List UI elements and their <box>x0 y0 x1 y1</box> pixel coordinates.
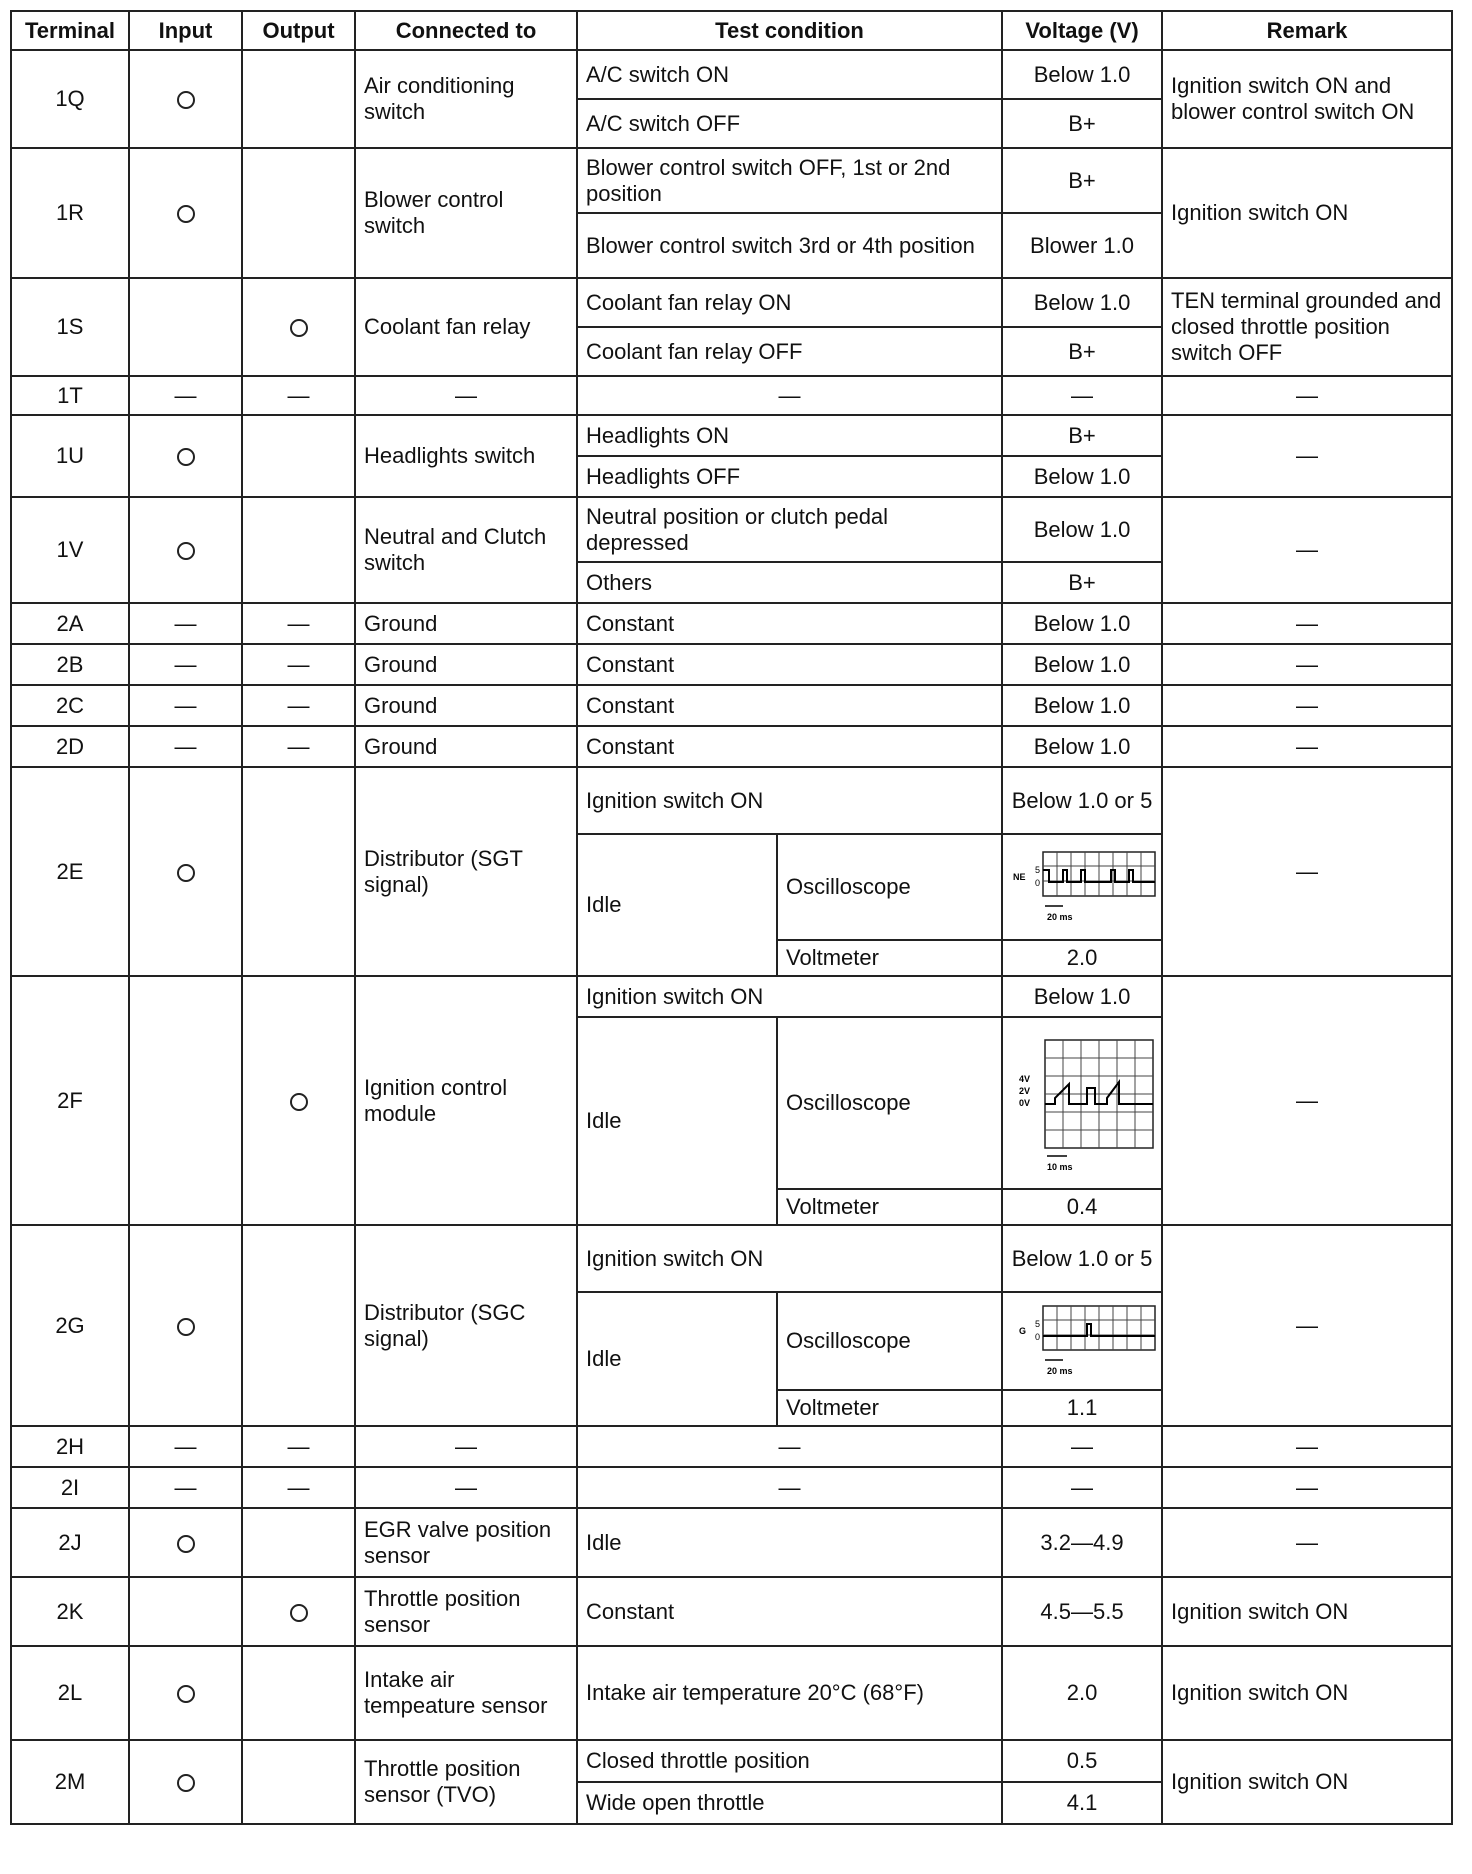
header-terminal: Terminal <box>11 11 129 50</box>
condition-voltmeter: Voltmeter <box>777 940 1002 976</box>
condition-voltmeter: Voltmeter <box>777 1189 1002 1225</box>
condition-cell: Ignition switch ON <box>577 1225 1002 1292</box>
wave-0v-label: 0V <box>1019 1098 1031 1108</box>
terminal-cell: 1Q <box>11 50 129 148</box>
input-dash: — <box>129 726 242 767</box>
terminal-cell: 2G <box>11 1225 129 1426</box>
voltage-cell: 0.5 <box>1002 1740 1162 1782</box>
remark-dash: — <box>1162 376 1452 415</box>
terminal-cell: 2D <box>11 726 129 767</box>
condition-cell: Idle <box>577 1508 1002 1577</box>
table-row <box>11 278 1452 327</box>
output-cell <box>242 415 355 497</box>
remark-cell: Ignition switch ON <box>1162 148 1452 278</box>
terminal-cell: 1U <box>11 415 129 497</box>
table-row <box>11 767 1452 834</box>
input-cell <box>129 976 242 1225</box>
voltage-cell: 0.4 <box>1002 1189 1162 1225</box>
table-row <box>11 603 1452 644</box>
circle-mark-icon <box>177 205 195 223</box>
circle-mark-icon <box>177 1318 195 1336</box>
ignition-waveform-graphic <box>1011 1028 1161 1178</box>
sgt-waveform-graphic <box>1011 842 1161 932</box>
terminal-cell: 2L <box>11 1646 129 1740</box>
output-cell <box>242 1508 355 1577</box>
condition-cell: Constant <box>577 603 1002 644</box>
remark-dash: — <box>1162 603 1452 644</box>
terminal-cell: 1V <box>11 497 129 603</box>
input-mark <box>129 1225 242 1426</box>
voltage-cell: 4.5—5.5 <box>1002 1577 1162 1646</box>
output-mark <box>242 278 355 376</box>
terminal-cell: 2I <box>11 1467 129 1508</box>
remark-dash: — <box>1162 644 1452 685</box>
condition-cell: Headlights OFF <box>577 456 1002 497</box>
terminal-cell: 2F <box>11 976 129 1225</box>
voltage-cell: Below 1.0 <box>1002 685 1162 726</box>
input-mark <box>129 497 242 603</box>
remark-dash: — <box>1162 1225 1452 1426</box>
terminal-cell: 1S <box>11 278 129 376</box>
output-dash: — <box>242 603 355 644</box>
voltage-dash: — <box>1002 1426 1162 1467</box>
voltage-cell: Below 1.0 or 5 <box>1002 767 1162 834</box>
waveform-cell <box>1002 834 1162 940</box>
condition-cell: Closed throttle position <box>577 1740 1002 1782</box>
header-connected-to: Connected to <box>355 11 577 50</box>
condition-cell: Others <box>577 562 1002 603</box>
input-cell <box>129 278 242 376</box>
condition-dash: — <box>577 376 1002 415</box>
input-dash: — <box>129 685 242 726</box>
condition-dash: — <box>577 1467 1002 1508</box>
table-row <box>11 1740 1452 1782</box>
condition-dash: — <box>577 1426 1002 1467</box>
connected-cell: Coolant fan relay <box>355 278 577 376</box>
table-row <box>11 376 1452 415</box>
wiring-terminal-table <box>10 10 1453 1825</box>
table-row <box>11 1467 1452 1508</box>
output-dash: — <box>242 1426 355 1467</box>
header-remark: Remark <box>1162 11 1452 50</box>
wave-time-label: 20 ms <box>1047 912 1073 922</box>
connected-dash: — <box>355 376 577 415</box>
terminal-voltage-table <box>10 10 1453 1825</box>
condition-voltmeter: Voltmeter <box>777 1390 1002 1426</box>
table-row <box>11 1508 1452 1577</box>
connected-cell: Throttle position sensor (TVO) <box>355 1740 577 1824</box>
condition-cell: Coolant fan relay OFF <box>577 327 1002 376</box>
condition-cell: A/C switch ON <box>577 50 1002 99</box>
remark-dash: — <box>1162 1467 1452 1508</box>
output-mark <box>242 976 355 1225</box>
connected-cell: Ignition control module <box>355 976 577 1225</box>
connected-cell: Distributor (SGC signal) <box>355 1225 577 1426</box>
remark-dash: — <box>1162 726 1452 767</box>
connected-cell: Ground <box>355 644 577 685</box>
condition-cell: Intake air temperature 20°C (68°F) <box>577 1646 1002 1740</box>
voltage-cell: Below 1.0 <box>1002 497 1162 562</box>
condition-idle: Idle <box>577 1017 777 1225</box>
voltage-cell: Below 1.0 <box>1002 50 1162 99</box>
circle-mark-icon <box>290 1093 308 1111</box>
connected-dash: — <box>355 1467 577 1508</box>
terminal-cell: 2A <box>11 603 129 644</box>
output-cell <box>242 497 355 603</box>
circle-mark-icon <box>177 448 195 466</box>
condition-cell: Constant <box>577 644 1002 685</box>
voltage-cell: 1.1 <box>1002 1390 1162 1426</box>
condition-cell: Ignition switch ON <box>577 767 1002 834</box>
circle-mark-icon <box>177 1774 195 1792</box>
header-output: Output <box>242 11 355 50</box>
connected-cell: Blower control switch <box>355 148 577 278</box>
output-dash: — <box>242 726 355 767</box>
voltage-cell: B+ <box>1002 562 1162 603</box>
circle-mark-icon <box>177 864 195 882</box>
voltage-cell: 2.0 <box>1002 940 1162 976</box>
input-mark <box>129 50 242 148</box>
table-row <box>11 148 1452 213</box>
output-cell <box>242 1646 355 1740</box>
remark-dash: — <box>1162 415 1452 497</box>
connected-cell: Throttle position sensor <box>355 1577 577 1646</box>
header-test-condition: Test condition <box>577 11 1002 50</box>
output-dash: — <box>242 376 355 415</box>
connected-cell: Distributor (SGT signal) <box>355 767 577 976</box>
table-row <box>11 415 1452 456</box>
table-row <box>11 644 1452 685</box>
connected-cell: Ground <box>355 603 577 644</box>
remark-cell: TEN terminal grounded and closed throttle position switch OFF <box>1162 278 1452 376</box>
condition-oscilloscope: Oscilloscope <box>777 834 1002 940</box>
voltage-cell: 3.2—4.9 <box>1002 1508 1162 1577</box>
remark-cell: Ignition switch ON <box>1162 1646 1452 1740</box>
remark-dash: — <box>1162 685 1452 726</box>
condition-cell: Blower control switch 3rd or 4th position <box>577 213 1002 278</box>
connected-cell: Neutral and Clutch switch <box>355 497 577 603</box>
condition-cell: Wide open throttle <box>577 1782 1002 1824</box>
wave-label: G <box>1019 1326 1027 1336</box>
voltage-cell: Blower 1.0 <box>1002 213 1162 278</box>
terminal-cell: 2J <box>11 1508 129 1577</box>
terminal-cell: 2C <box>11 685 129 726</box>
connected-cell: Intake air tempeature sensor <box>355 1646 577 1740</box>
connected-cell: Ground <box>355 726 577 767</box>
table-row <box>11 50 1452 99</box>
wave-label: NE <box>1013 872 1026 882</box>
remark-dash: — <box>1162 1426 1452 1467</box>
remark-dash: — <box>1162 1508 1452 1577</box>
condition-cell: Constant <box>577 726 1002 767</box>
connected-cell: Ground <box>355 685 577 726</box>
condition-cell: Coolant fan relay ON <box>577 278 1002 327</box>
circle-mark-icon <box>177 1685 195 1703</box>
condition-idle: Idle <box>577 1292 777 1426</box>
voltage-cell: Below 1.0 <box>1002 456 1162 497</box>
output-dash: — <box>242 1467 355 1508</box>
condition-cell: Blower control switch OFF, 1st or 2nd position <box>577 148 1002 213</box>
remark-cell: Ignition switch ON and blower control switch ON <box>1162 50 1452 148</box>
table-row <box>11 1577 1452 1646</box>
table-row <box>11 1426 1452 1467</box>
condition-idle: Idle <box>577 834 777 976</box>
table-row <box>11 685 1452 726</box>
output-dash: — <box>242 644 355 685</box>
table-row <box>11 1646 1452 1740</box>
header-voltage: Voltage (V) <box>1002 11 1162 50</box>
connected-cell: Headlights switch <box>355 415 577 497</box>
condition-oscilloscope: Oscilloscope <box>777 1292 1002 1390</box>
wave-time-label: 20 ms <box>1047 1366 1073 1376</box>
voltage-cell: B+ <box>1002 415 1162 456</box>
output-cell <box>242 1225 355 1426</box>
output-cell <box>242 50 355 148</box>
voltage-dash: — <box>1002 1467 1162 1508</box>
table-row <box>11 497 1452 562</box>
output-cell <box>242 148 355 278</box>
header-row <box>11 11 1452 50</box>
remark-cell: Ignition switch ON <box>1162 1577 1452 1646</box>
voltage-cell: Below 1.0 <box>1002 976 1162 1017</box>
voltage-cell: Below 1.0 <box>1002 603 1162 644</box>
output-dash: — <box>242 685 355 726</box>
condition-cell: Constant <box>577 1577 1002 1646</box>
terminal-cell: 1T <box>11 376 129 415</box>
terminal-cell: 1R <box>11 148 129 278</box>
circle-mark-icon <box>177 542 195 560</box>
output-cell <box>242 767 355 976</box>
input-dash: — <box>129 603 242 644</box>
remark-dash: — <box>1162 497 1452 603</box>
wave-hi-label: 5 <box>1035 865 1041 875</box>
condition-cell: A/C switch OFF <box>577 99 1002 148</box>
waveform-cell <box>1002 1017 1162 1189</box>
voltage-cell: 2.0 <box>1002 1646 1162 1740</box>
wave-2v-label: 2V <box>1019 1086 1031 1096</box>
remark-cell: Ignition switch ON <box>1162 1740 1452 1824</box>
voltage-cell: 4.1 <box>1002 1782 1162 1824</box>
connected-cell: EGR valve position sensor <box>355 1508 577 1577</box>
circle-mark-icon <box>290 319 308 337</box>
input-mark <box>129 1740 242 1824</box>
voltage-cell: B+ <box>1002 148 1162 213</box>
header-input: Input <box>129 11 242 50</box>
circle-mark-icon <box>177 91 195 109</box>
condition-cell: Ignition switch ON <box>577 976 1002 1017</box>
waveform-cell <box>1002 1292 1162 1390</box>
remark-dash: — <box>1162 767 1452 976</box>
voltage-cell: B+ <box>1002 327 1162 376</box>
terminal-cell: 2M <box>11 1740 129 1824</box>
voltage-dash: — <box>1002 376 1162 415</box>
wave-time-label: 10 ms <box>1047 1162 1073 1172</box>
input-mark <box>129 767 242 976</box>
terminal-cell: 2E <box>11 767 129 976</box>
voltage-cell: Below 1.0 <box>1002 726 1162 767</box>
input-mark <box>129 415 242 497</box>
input-dash: — <box>129 1467 242 1508</box>
voltage-cell: B+ <box>1002 99 1162 148</box>
sgc-waveform-graphic <box>1011 1298 1161 1384</box>
input-mark <box>129 148 242 278</box>
condition-cell: Headlights ON <box>577 415 1002 456</box>
input-dash: — <box>129 644 242 685</box>
input-dash: — <box>129 1426 242 1467</box>
input-cell <box>129 1577 242 1646</box>
circle-mark-icon <box>177 1535 195 1553</box>
connected-cell: Air conditioning switch <box>355 50 577 148</box>
terminal-cell: 2B <box>11 644 129 685</box>
wave-hi-label: 5 <box>1035 1319 1041 1329</box>
condition-cell: Neutral position or clutch pedal depressed <box>577 497 1002 562</box>
wave-lo-label: 0 <box>1035 1332 1041 1342</box>
output-mark <box>242 1577 355 1646</box>
terminal-cell: 2K <box>11 1577 129 1646</box>
voltage-cell: Below 1.0 <box>1002 644 1162 685</box>
remark-dash: — <box>1162 976 1452 1225</box>
wave-lo-label: 0 <box>1035 878 1041 888</box>
input-mark <box>129 1508 242 1577</box>
circle-mark-icon <box>290 1604 308 1622</box>
voltage-cell: Below 1.0 or 5 <box>1002 1225 1162 1292</box>
condition-oscilloscope: Oscilloscope <box>777 1017 1002 1189</box>
input-dash: — <box>129 376 242 415</box>
table-row <box>11 976 1452 1017</box>
table-row <box>11 1225 1452 1292</box>
input-mark <box>129 1646 242 1740</box>
output-cell <box>242 1740 355 1824</box>
terminal-cell: 2H <box>11 1426 129 1467</box>
connected-dash: — <box>355 1426 577 1467</box>
voltage-cell: Below 1.0 <box>1002 278 1162 327</box>
condition-cell: Constant <box>577 685 1002 726</box>
wave-4v-label: 4V <box>1019 1074 1031 1084</box>
table-row <box>11 726 1452 767</box>
